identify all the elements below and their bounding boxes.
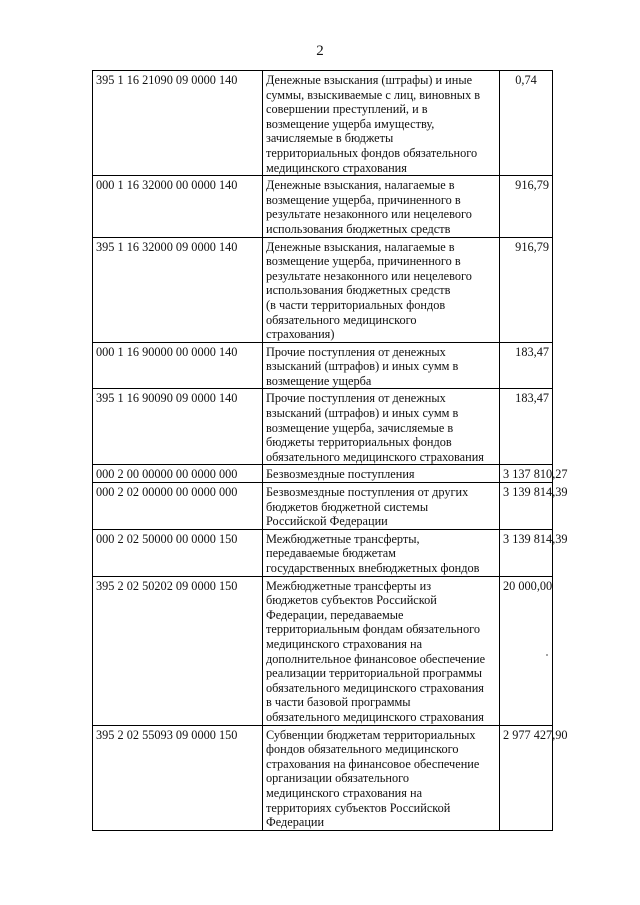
revenue-description: Прочие поступления от денежных взысканий (штрафов) и иных сумм в возмещение ущерба, зачисляемые в бюджеты территориальных фондов обязательного медицинского страхования [263,389,500,465]
revenue-description: Межбюджетные трансферты, передаваемые бюджетам государственных внебюджетных фондов [263,529,500,576]
page-number: 2 [316,43,324,59]
budget-classification-code: 000 2 02 00000 00 0000 000 [93,483,263,530]
table-row [93,465,553,483]
revenue-description: Субвенции бюджетам территориальных фондов обязательного медицинского страхования на финансовое обеспечение организации обязательного медицинского страхования на территориях субъектов Российской Федерации [263,725,500,830]
table-row [93,725,553,830]
revenue-amount: 20 000,00 [500,576,553,725]
revenue-description: Безвозмездные поступления [263,465,500,483]
revenue-amount: 0,74 [500,71,553,176]
revenue-description: Прочие поступления от денежных взысканий (штрафов) и иных сумм в возмещение ущерба [263,342,500,389]
revenue-amount: 916,79 [500,176,553,237]
revenue-amount: 183,47 [500,342,553,389]
revenue-description: Денежные взыскания (штрафы) и иные суммы, взыскиваемые с лиц, виновных в совершении преступлений, и в возмещение ущерба имуществу, зачисляемые в бюджеты территориальных фондов обязательного медицинского страхования [263,71,500,176]
revenue-description: Безвозмездные поступления от других бюджетов бюджетной системы Российской Федерации [263,483,500,530]
revenue-description: Межбюджетные трансферты из бюджетов субъектов Российской Федерации, передаваемые территориальным фондам обязательного медицинского страхования на дополнительное финансовое обеспечение реализации территориальной программы обязательного медицинского страхования в части базовой программы обязательного медицинского страхования [263,576,500,725]
revenue-amount: 916,79 [500,237,553,342]
revenue-amount: 3 139 814,39 [500,483,553,530]
table-row [93,71,553,176]
revenue-description: Денежные взыскания, налагаемые в возмещение ущерба, причиненного в результате незаконного или нецелевого использования бюджетных средств [263,176,500,237]
table-row [93,483,553,530]
table-row [93,576,553,725]
table-row [93,342,553,389]
revenue-amount: 3 137 810,27 [500,465,553,483]
budget-classification-code: 000 1 16 32000 00 0000 140 [93,176,263,237]
scan-speck [546,654,548,656]
revenue-amount: 2 977 427,90 [500,725,553,830]
budget-classification-code: 395 1 16 90090 09 0000 140 [93,389,263,465]
table-row [93,176,553,237]
budget-classification-code: 395 1 16 32000 09 0000 140 [93,237,263,342]
revenue-description: Денежные взыскания, налагаемые в возмещение ущерба, причиненного в результате незаконного или нецелевого использования бюджетных средств (в части территориальных фондов обязательного медицинского страхования) [263,237,500,342]
table-row [93,389,553,465]
revenue-amount: 183,47 [500,389,553,465]
revenue-amount: 3 139 814,39 [500,529,553,576]
budget-revenue-table [92,70,568,831]
budget-classification-code: 395 2 02 55093 09 0000 150 [93,725,263,830]
table-row [93,237,553,342]
budget-classification-code: 000 2 02 50000 00 0000 150 [93,529,263,576]
budget-classification-code: 395 2 02 50202 09 0000 150 [93,576,263,725]
budget-classification-code: 395 1 16 21090 09 0000 140 [93,71,263,176]
budget-classification-code: 000 2 00 00000 00 0000 000 [93,465,263,483]
table-row [93,529,553,576]
budget-classification-code: 000 1 16 90000 00 0000 140 [93,342,263,389]
